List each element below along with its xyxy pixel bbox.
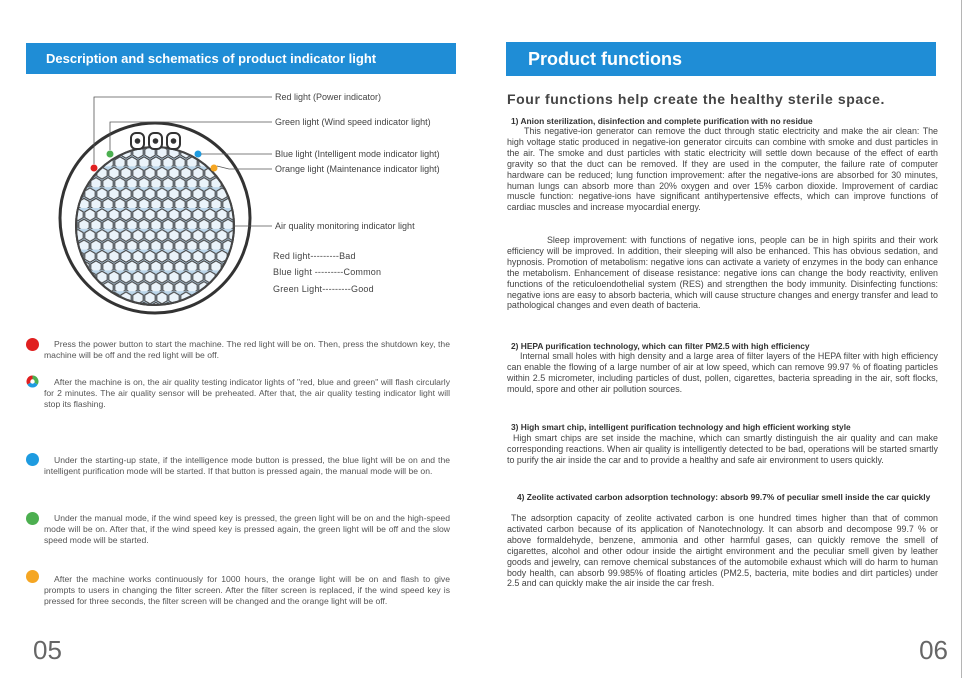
led-red: [91, 165, 98, 172]
section-4-title: 4) Zeolite activated carbon adsorption technology: absorb 99.7% of peculiar smell inside the car quickly: [517, 492, 931, 502]
tricolor-dot-icon: [26, 375, 39, 388]
desc-air-quality: After the machine is on, the air quality testing indicator lights of "red, blue and green" will flash circularly for 2 minutes. The air quality sensor will be preheated. After that, the air quality testing indicator light will stop its flashing.: [44, 377, 450, 409]
indicator-banner: Description and schematics of product indicator light: [26, 43, 456, 74]
page-right: [481, 0, 962, 678]
desc-intelligent-mode: Under the starting-up state, if the intelligence mode button is pressed, the blue light will be on and the intelligent purification mode will be started. If that button is pressed again, the manual mode will be on.: [44, 455, 450, 476]
page-number-left: 05: [33, 635, 62, 665]
functions-banner: Product functions: [506, 42, 936, 76]
callout-green: Green light (Wind speed indicator light): [275, 117, 431, 127]
blue-dot-icon: [26, 453, 39, 466]
legend-green: Green Light---------Good: [273, 284, 374, 294]
section-2-body: Internal small holes with high density and a large area of filter layers of the HEPA filter with high efficiency can enable the flowing of a large number of air at low speed, which can remove 99.97 % of floating particles within 2.5 micrometer, including particles of dust, pollen, cigarettes, bacteria spreading in the air, soft flocks, mould, spore and other air pollution sources.: [507, 351, 938, 394]
callout-orange: Orange light (Maintenance indicator light): [275, 164, 440, 174]
desc-maintenance: After the machine works continuously for 1000 hours, the orange light will be on and flash to give prompts to users in changing the filter screen. After the filter screen is replaced, if the wind speed key is pressed for three seconds, the filter screen will be changed and the orange light will be off.: [44, 574, 450, 606]
red-dot-icon: [26, 338, 39, 351]
section-1-body: This negative-ion generator can remove the duct through static electricity and make the air clean: The high voltage static produced in negative-ion generator circuits can combine with smoke and dust particles in the air. The smoke and dust particles with static electricity will settle down because of the effect of earth gravity so that the duct can be removed. If they are used in the computer, the failure rate of computer hardware can be reduced; lung function improvement: after the negative-ions are absorbed for 30 minutes, human lungs can absorb more than 20% oxygen and over 15% carbon dioxide. Improvement of cardiac muscle function: negative-ions have significant antihypertensive effects, which can improve functions of cardiac muscles and increase myocardial energy.: [507, 126, 938, 213]
control-buttons: [131, 133, 180, 149]
desc-wind-speed: Under the manual mode, if the wind speed key is pressed, the green light will be on and the high-speed mode will be on. After that, if the wind speed key is pressed again, the green light will be off and the slow speed mode will be started.: [44, 513, 450, 545]
callout-air-quality: Air quality monitoring indicator light: [275, 221, 415, 231]
led-orange: [211, 165, 218, 172]
orange-dot-icon: [26, 570, 39, 583]
section-4-body: The adsorption capacity of zeolite activated carbon is one hundred times higher than that of common activated carbon because of its application of Nanotechnology. It can absorb and decompose 99.7 % or above formaldehyde, benzene, ammonia and other harmful gases, can quickly remove the smell of cigarettes, alcohol and other odour inside the airtight environment and the peculiar smell given by leather goods and jewelry, can remove chemical substances of the automobile exhaust which will do harm to human body health, can absorb 99.985% of floating articles (PM2.5, bacteria, mite bodies and dirt particles) under 2.5 and can quickly make the air inside the car fresh.: [507, 513, 938, 589]
green-dot-icon: [26, 512, 39, 525]
led-blue: [195, 151, 202, 158]
desc-power: Press the power button to start the machine. The red light will be on. Then, press the shutdown key, the machine will be off and the red light will be off.: [44, 339, 450, 360]
section-1-title: 1) Anion sterilization, disinfection and complete purification with no residue: [511, 116, 813, 126]
section-3-title: 3) High smart chip, intelligent purification technology and high efficient working style: [511, 422, 851, 432]
callout-blue: Blue light (Intelligent mode indicator light): [275, 149, 440, 159]
section-2-title: 2) HEPA purification technology, which can filter PM2.5 with high efficiency: [511, 341, 810, 351]
legend-red: Red light---------Bad: [273, 251, 356, 261]
page-number-right: 06: [919, 635, 948, 665]
section-3-body: High smart chips are set inside the machine, which can smartly distinguish the air quality and can make corresponding reactions. When air quality is intelligently detected to be bad, operations will be started smartly to purify the air inside the car and to provide a healthy and safe air environment to users quickly.: [507, 433, 938, 465]
functions-headline: Four functions help create the healthy sterile space.: [507, 91, 886, 107]
callout-red: Red light (Power indicator): [275, 92, 382, 102]
led-green: [107, 151, 114, 158]
section-1-body-2: Sleep improvement: with functions of negative ions, people can be in high spirits and their work efficiency will be improved. In addition, their sleeping will also be enhanced. This has obvious sedation, and hypnosis. Promotion of metabolism: negative ions can activate a variety of enzymes in the body can enhance the metabolism. Enhancement of disease resistance: negative ions can change the body reactivity, enliven functions of the reticuloendothelial system (RES) and strengthen the body immunity. Disinfecting functions: negative ions are easy to absorb bacteria, which will cause structure changes and energy transfer and lead to pathological changes and even death of bacteria.: [507, 235, 938, 311]
legend-blue: Blue light ---------Common: [273, 267, 382, 277]
